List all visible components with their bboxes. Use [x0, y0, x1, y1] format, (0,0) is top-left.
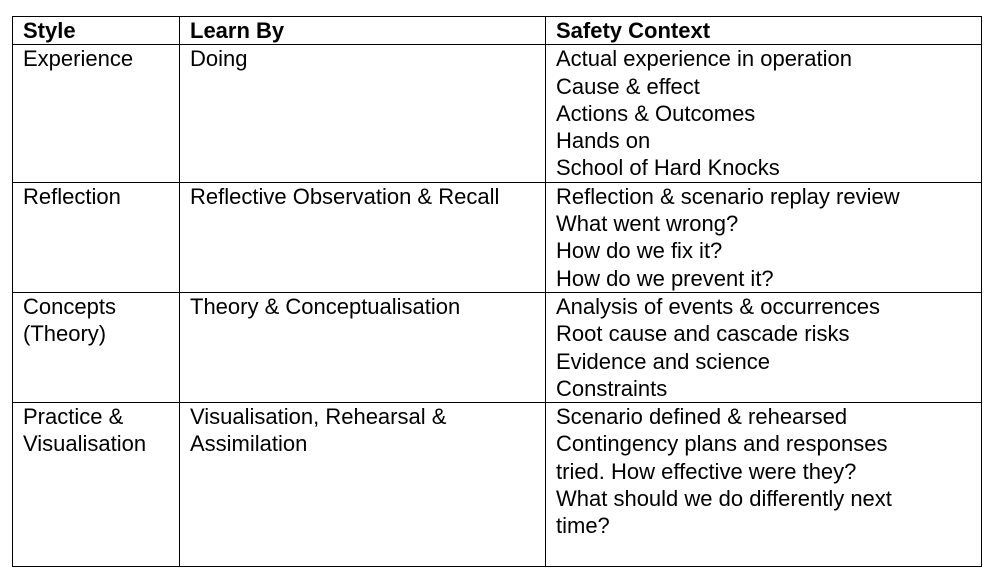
- cell-line: What should we do differently next: [556, 486, 892, 512]
- cell-line: Doing: [190, 46, 248, 72]
- learning-styles-table: [12, 16, 982, 567]
- cell-line: Visualisation: [23, 431, 147, 457]
- cell-line: Visualisation, Rehearsal &: [190, 404, 447, 430]
- table-row: [13, 403, 982, 567]
- cell-line: Reflection: [23, 183, 121, 209]
- style-cell: [13, 182, 180, 292]
- cell-line: time?: [556, 513, 610, 539]
- cell-line: Root cause and cascade risks: [556, 321, 850, 347]
- cell-line: Reflection & scenario replay review: [556, 183, 900, 209]
- cell-line: Concepts: [23, 293, 116, 319]
- table-row: [13, 45, 982, 182]
- cell-line: How do we fix it?: [556, 238, 723, 264]
- learn-by-cell: [180, 45, 546, 182]
- cell-line: Actual experience in operation: [556, 46, 852, 72]
- learn-by-cell: [180, 182, 546, 292]
- cell-line: (Theory): [23, 321, 107, 347]
- cell-line: Actions & Outcomes: [556, 100, 756, 126]
- cell-line: tried. How effective were they?: [556, 458, 857, 484]
- cell-line: Experience: [23, 46, 134, 72]
- learn-by-cell: [180, 292, 546, 402]
- header-style: Style: [13, 17, 180, 45]
- cell-line: Assimilation: [190, 431, 308, 457]
- cell-line: School of Hard Knocks: [556, 155, 780, 181]
- style-cell: [13, 292, 180, 402]
- cell-line: Practice &: [23, 404, 124, 430]
- cell-line: Reflective Observation & Recall: [190, 183, 500, 209]
- cell-line: Evidence and science: [556, 348, 771, 374]
- cell-line: Theory & Conceptualisation: [190, 293, 461, 319]
- safety-context-cell: [546, 292, 982, 402]
- style-cell: [13, 45, 180, 182]
- cell-line: How do we prevent it?: [556, 265, 774, 291]
- style-cell: [13, 403, 180, 567]
- cell-line: Cause & effect: [556, 73, 700, 99]
- learn-by-cell: [180, 403, 546, 567]
- cell-line: Contingency plans and responses: [556, 431, 888, 457]
- safety-context-cell: [546, 182, 982, 292]
- cell-line: What went wrong?: [556, 211, 739, 237]
- cell-line: Constraints: [556, 375, 668, 401]
- safety-context-cell: [546, 403, 982, 567]
- safety-context-cell: [546, 45, 982, 182]
- header-row: [13, 17, 982, 45]
- cell-line: Analysis of events & occurrences: [556, 293, 881, 319]
- header-safety-context: Safety Context: [546, 17, 982, 45]
- header-learn-by: Learn By: [180, 17, 546, 45]
- table-row: [13, 182, 982, 292]
- cell-line: Hands on: [556, 128, 651, 154]
- table-row: [13, 292, 982, 402]
- cell-line: Scenario defined & rehearsed: [556, 404, 848, 430]
